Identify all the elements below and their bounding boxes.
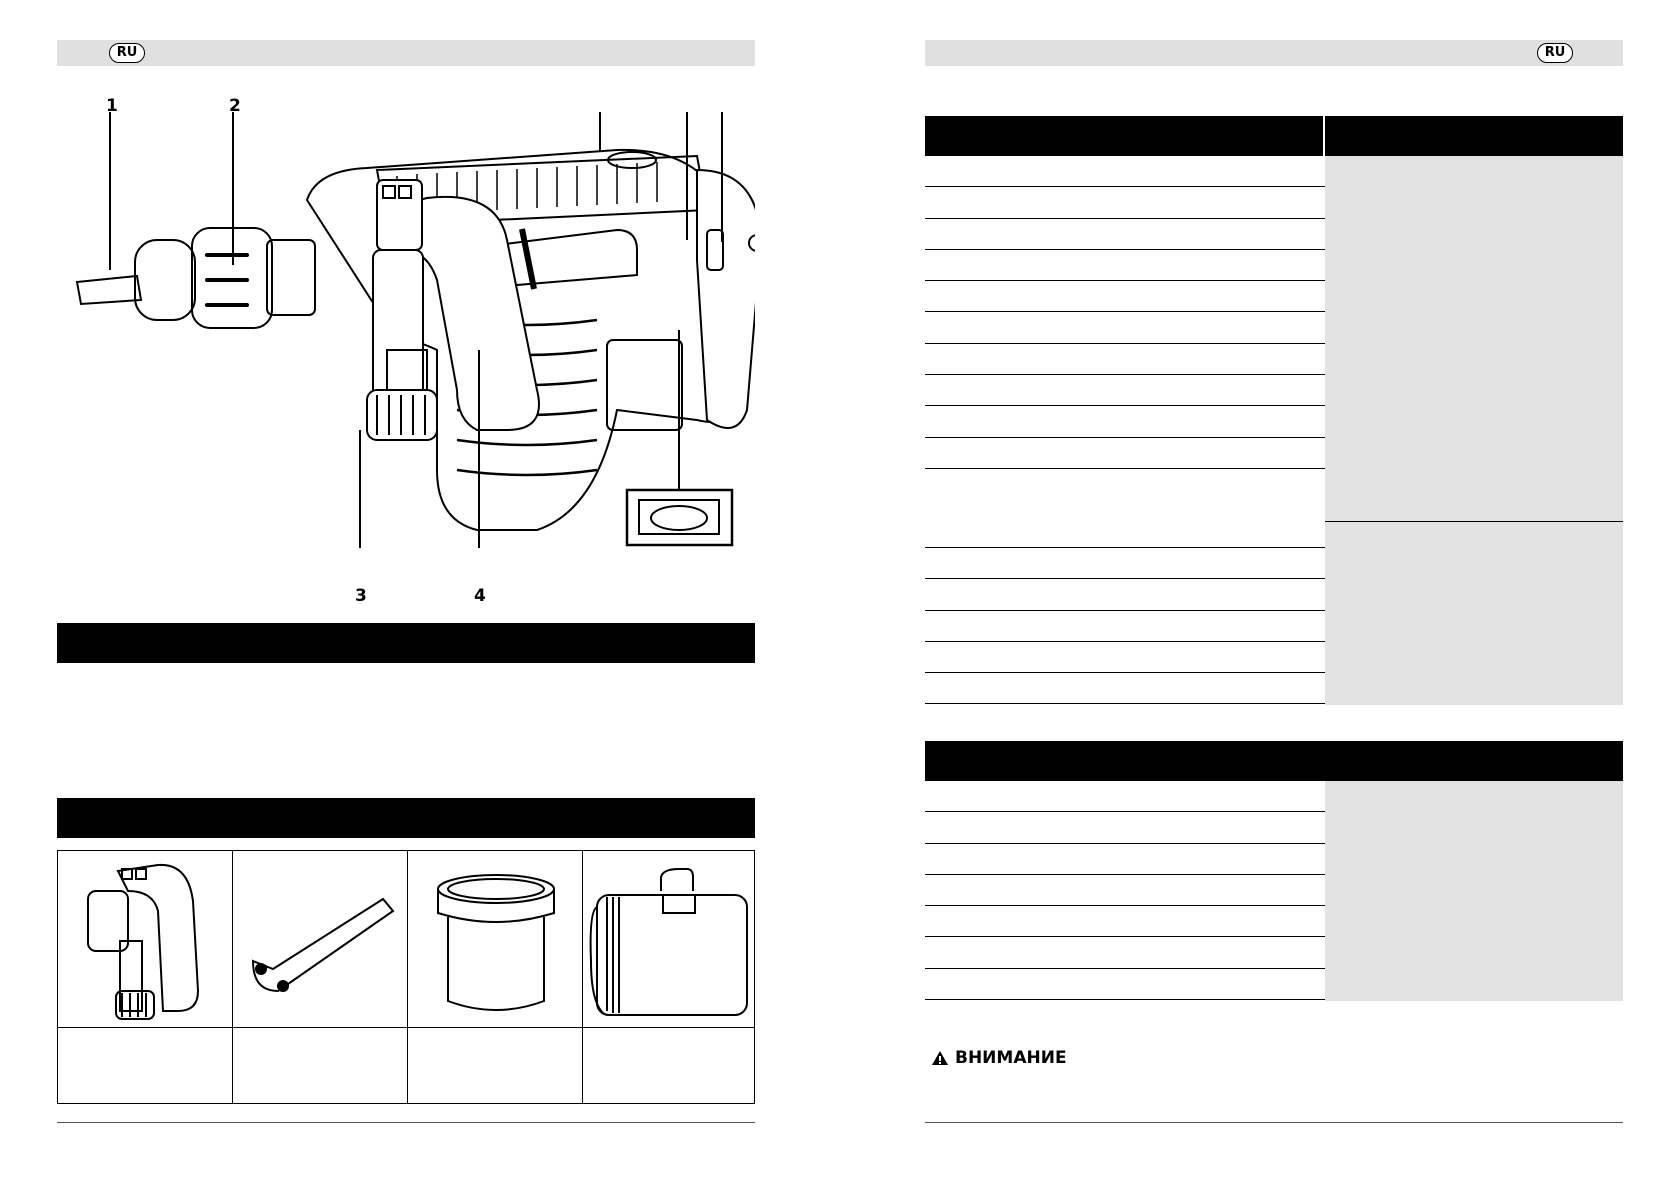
warning-label: ВНИМАНИЕ bbox=[955, 1048, 1067, 1068]
footer-rule bbox=[925, 1122, 1623, 1123]
table-row bbox=[925, 156, 1623, 187]
table-header bbox=[925, 116, 1623, 156]
table-row bbox=[925, 906, 1623, 937]
callout-1: 1 bbox=[106, 96, 118, 116]
table-row bbox=[925, 438, 1623, 469]
table-row bbox=[925, 969, 1623, 1000]
table-divider bbox=[58, 1027, 754, 1028]
warning-heading bbox=[931, 1048, 1067, 1068]
table-row bbox=[925, 250, 1623, 281]
accessories-header-bar bbox=[57, 798, 755, 838]
table-row bbox=[925, 642, 1623, 673]
callout-3: 3 bbox=[355, 586, 367, 606]
pin-wrench-icon bbox=[233, 851, 408, 1027]
accessory-cell bbox=[58, 851, 233, 1103]
table-row bbox=[925, 781, 1623, 812]
table-row bbox=[925, 812, 1623, 843]
section-header-bar bbox=[57, 623, 755, 663]
spec-table-1 bbox=[925, 116, 1623, 704]
table-row bbox=[925, 312, 1623, 343]
accessories-table bbox=[57, 850, 755, 1104]
language-badge: RU bbox=[109, 43, 145, 63]
footer-rule bbox=[57, 1122, 755, 1123]
accessory-cell bbox=[583, 851, 756, 1103]
header-bar bbox=[925, 40, 1623, 66]
left-page bbox=[57, 0, 755, 1191]
table-row bbox=[925, 375, 1623, 406]
table-row bbox=[925, 406, 1623, 437]
table-row bbox=[925, 611, 1623, 642]
table-row bbox=[925, 281, 1623, 312]
table-row bbox=[925, 673, 1623, 704]
grease-container-icon bbox=[408, 851, 583, 1027]
table-row bbox=[925, 937, 1623, 968]
header-bar bbox=[57, 40, 755, 66]
callout-2: 2 bbox=[229, 96, 241, 116]
carry-case-icon bbox=[583, 851, 756, 1027]
accessory-cell bbox=[408, 851, 583, 1103]
table-header bbox=[925, 741, 1623, 781]
side-handle-icon bbox=[58, 851, 233, 1027]
table-row bbox=[925, 875, 1623, 906]
accessory-cell bbox=[233, 851, 408, 1103]
right-page bbox=[925, 0, 1623, 1191]
table-row bbox=[925, 344, 1623, 375]
spec-table-2 bbox=[925, 741, 1623, 1000]
table-row bbox=[925, 548, 1623, 579]
demolition-hammer-illustration bbox=[57, 90, 755, 620]
table-row bbox=[925, 187, 1623, 218]
table-row bbox=[925, 219, 1623, 250]
table-row bbox=[925, 844, 1623, 875]
table-row bbox=[925, 579, 1623, 610]
language-badge: RU bbox=[1537, 43, 1573, 63]
warning-icon bbox=[931, 1050, 949, 1066]
table-row-tall bbox=[925, 469, 1623, 548]
callout-4: 4 bbox=[474, 586, 486, 606]
